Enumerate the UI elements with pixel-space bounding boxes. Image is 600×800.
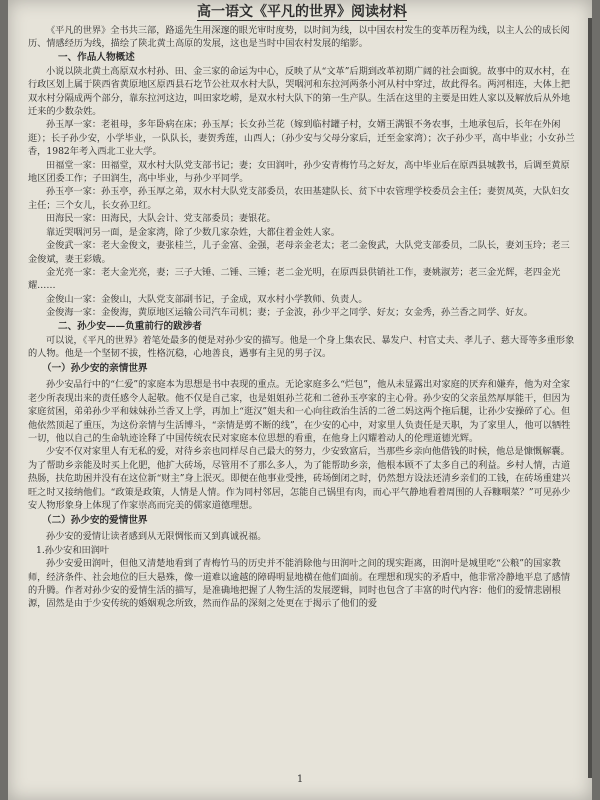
paragraph: 可以说，《平凡的世界》着笔处最多的便是对孙少安的描写。他是一个身上集农民、暴发户、村官丈夫、孝儿子、慈大哥等多重形象的人物。他是一个坚韧不拔，性格沉稳，心地善良，遇事有主见的男子汉。 bbox=[28, 334, 575, 359]
paragraph: 田海民一家：田海民，大队会计、党支部委员；妻银花。 bbox=[46, 213, 276, 225]
paragraph: 少安不仅对家里人有无私的爱，对待乡亲也同样尽自己最大的努力，少安致富后，当那些乡亲向他借钱的时候，他总是慷慨解囊。为了帮助乡亲能及时买上化肥，他扩大砖场，尽管用不了那么多人，为了能帮助乡亲，他根本顾不了太多自己的利益。乡村人情，古道热肠，扶危助困并没有在这位新“财主”身上泯灭。即便在他事业受挫，砖场倒闭之时，仍然想方设法还清乡亲们的工钱，在砖场重建兴旺之时又接纳他们。“政策是政策，人情是人情。作为同村邻居，怎能自己锅里有肉，而心平气静地看着周围的人吞糠咽菜？”可见孙少安人物形象身上体现了作家崇高而完美的儒家道德理想。 bbox=[28, 446, 571, 511]
document-body bbox=[28, 2, 576, 611]
subheading-family: （一）孙少安的亲情世界 bbox=[42, 363, 148, 375]
paragraph: 金俊武一家：老大金俊文，妻张桂兰，儿子金富、金强，老母亲金老太；老二金俊武，大队党支部委员，二队长，妻刘玉玲；老三金俊斌，妻王彩娥。 bbox=[28, 240, 570, 265]
paragraph: 孙玉厚一家：老祖母，多年卧病在床；孙玉厚；长女孙兰花（嫁到临村罐子村，女婿王满银不务农事，土地承包后，长年在外闲逛）；长子孙少安，小学毕业，一队队长，妻贺秀莲，山西人；（孙少安与父母分家后，迁至金家湾）；次子孙少平，高中毕业；小女孙兰香，1982年考入西北工业大学。 bbox=[28, 119, 575, 158]
paragraph: 金俊海一家：金俊海，黄原地区运输公司汽车司机；妻；子金波，孙少平之同学、好友；女金秀，孙兰香之同学、好友。 bbox=[46, 307, 533, 319]
section-heading-sun-shaoan: 二、孙少安——负重前行的跋涉者 bbox=[58, 320, 202, 332]
document-page bbox=[8, 0, 592, 800]
section-heading-characters: 一、作品人物概述 bbox=[58, 51, 135, 63]
paragraph: 小说以陕北黄土高原双水村孙、田、金三家的命运为中心，反映了从“文革”后期到改革初期广阔的社会面貌。故事中的双水村，在行政区划上属于陕西省黄原地区原西县石圪节公社双水村大队，哭咽河和东拉河两条小河从村中穿过，故此得名。两河相连，大体上把双水村分隔成两个部分，靠东拉河这边，叫田家圪崂，是双水村大队下的第一生产队。生活在这里的主要是田姓人家以及解放后从外地迁来的少数杂姓。 bbox=[28, 65, 571, 118]
paragraph: 孙少安品行中的“仁爱”的家庭本为思想是书中表现的重点。无论家庭多么“烂包”，他从未显露出对家庭的厌弃和嫌弃，他为对全家老少所表现出来的责任感令人起敬。他不仅是自己家，也是姐姐孙兰花和二爸孙玉亭家的主心骨。孙少安的父亲虽然厚厚能干，但因为家庭贫困，弟弟孙少平和妹妹孙兰香又上学，再加上“逛汉”姐夫和一心向往政治生活的二爸二妈这两个拖后腿，让孙少安操碎了心。但他依然顶起了重压，为这份亲情与生活博斗，“亲情是剪不断的线”，在少安的心中，对家里人负责任是天职，为了家里人，他可以牺牲一切，他以自己的生命轨迹诠释了中国传统农民对家庭本位思想的看重，在他身上闪耀着动人的伦理道德光辉。 bbox=[28, 379, 571, 444]
page-edge-shadow bbox=[588, 18, 592, 778]
paragraph: 靠近哭咽河另一面，是金家湾，除了少数几家杂姓，大都住着金姓人家。 bbox=[46, 226, 340, 238]
intro-paragraph: 《平凡的世界》全书共三部，路遥先生用深邃的眼光审时度势，以时间为线，以中国农村发生的变革历程为线，以主人公的成长阅历、情感经历为线，描绘了陕北黄土高原的发展，这也是当时中国农村发展的缩影。 bbox=[28, 25, 570, 50]
document-title: 高一语文《平凡的世界》阅读材料 bbox=[197, 4, 407, 20]
paragraph: 孙少安爱田润叶，但他又清楚地看到了青梅竹马的历史并不能消除他与田润叶之间的现实距离，田润叶是城里吃“公粮”的国家教师，经济条件、社会地位的巨大悬殊，像一道难以逾越的障碍明显地横在他们面前。在理想和现实的矛盾中，他非常冷静地平息了感情的升腾。作者对孙少安的爱情生活的描写，是准确地把握了人物生活的发展逻辑，同时也包含了丰富的时代内容：他们的爱情悲剧根源，固然是由于少安传统的婚姻观念所致，然而作品的深刻之处更在于揭示了他们的爱 bbox=[28, 558, 571, 610]
paragraph: 金光亮一家：老大金光亮，妻；三子大锤、二锤、三锤；老二金光明，在原西县供销社工作，妻姚淑芳；老三金光辉，老四金光耀…… bbox=[28, 266, 561, 292]
subsubheading: 1.孙少安和田润叶 bbox=[36, 544, 110, 556]
paragraph: 田福堂一家：田福堂，双水村大队党支部书记；妻；女田润叶，孙少安青梅竹马之好友，高中毕业后在原西县城教书，后调至黄原地区团委工作；子田润生，高中毕业，与孙少平同学。 bbox=[28, 159, 570, 185]
page-number: 1 bbox=[296, 774, 304, 785]
subheading-love: （二）孙少安的爱情世界 bbox=[42, 515, 148, 527]
paragraph: 金俊山一家：金俊山，大队党支部副书记，子金成，双水村小学教师、负责人。 bbox=[46, 293, 368, 305]
paragraph: 孙玉亭一家：孙玉亭，孙玉厚之弟，双水村大队党支部委员，农田基建队长、贫下中农管理学校委员会主任；妻贺凤英，大队妇女主任；三个女儿，长女孙卫红。 bbox=[28, 186, 570, 211]
paragraph: 孙少安的爱情让读者感到从无限惆怅而又到真诚祝福。 bbox=[46, 531, 267, 543]
